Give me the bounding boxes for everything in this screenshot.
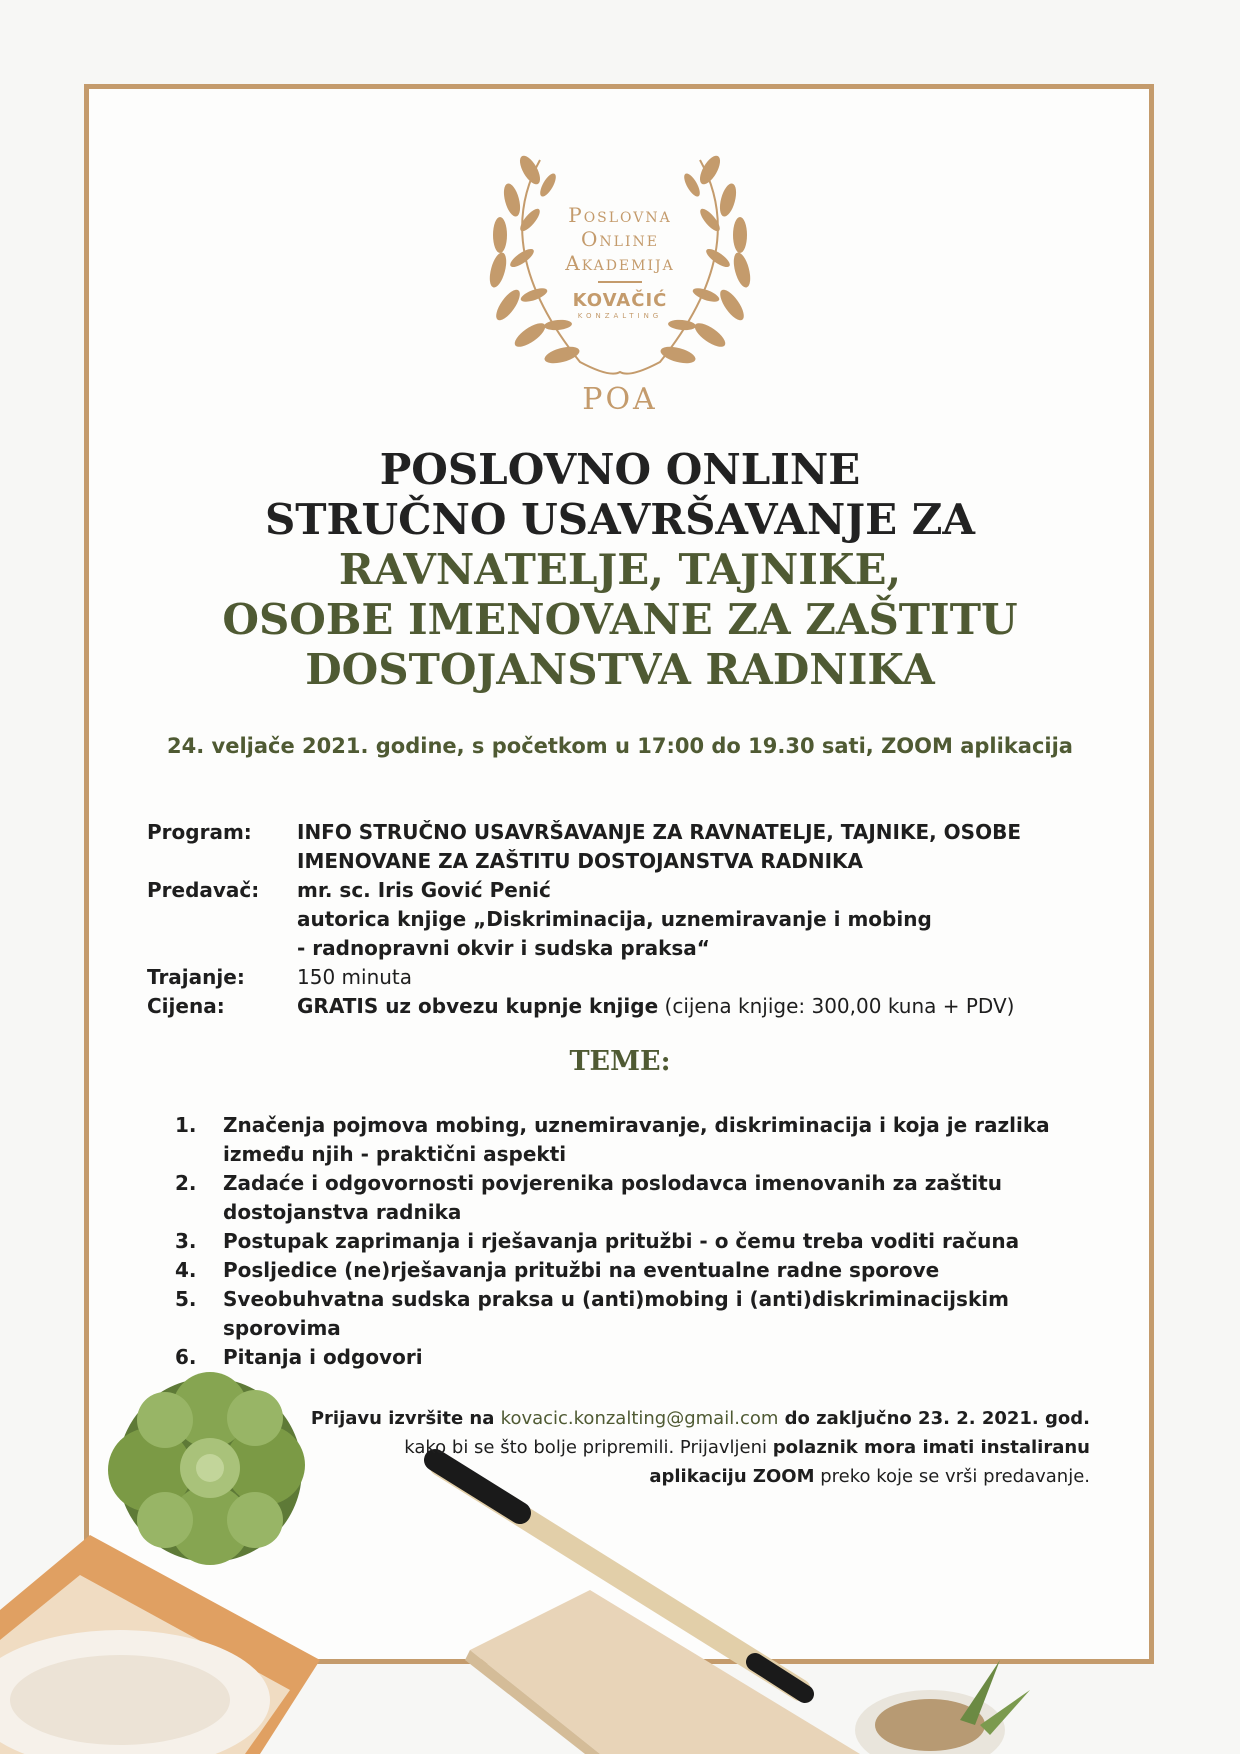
topic-number: 3. (175, 1229, 197, 1253)
registration-app-name: aplikaciju ZOOM (649, 1466, 815, 1487)
registration-line-3 (270, 1462, 1090, 1491)
registration-text-1: Prijavu izvršite na (310, 1408, 501, 1429)
topic-item (175, 1256, 1105, 1285)
topic-item (175, 1343, 1105, 1372)
topic-text-line-1: Pitanja i odgovori (223, 1345, 423, 1369)
logo-line-2: Online (581, 227, 659, 251)
title-line-3: RAVNATELJE, TAJNIKE, (338, 545, 902, 594)
topic-number: 5. (175, 1287, 197, 1311)
logo-academy-name (470, 203, 770, 275)
lecturer-name: mr. sc. Iris Gović Penić (297, 878, 551, 902)
title-line-2: STRUČNO USAVRŠAVANJE ZA (264, 495, 976, 544)
topic-item (175, 1169, 1105, 1227)
logo-brand: KOVAČIĆ (572, 290, 668, 311)
laurel-wreath-icon (470, 140, 770, 420)
program-value-line-2: IMENOVANE ZA ZAŠTITU DOSTOJANSTVA RADNIKA (297, 849, 863, 873)
title-line-1: POSLOVNO ONLINE (379, 445, 861, 494)
price-label: Cijena: (147, 994, 225, 1018)
lecturer-value (297, 876, 1067, 963)
logo-brand-sub: KONZALTING (577, 312, 663, 320)
registration-text-3: preko koje se vrši predavanje. (814, 1466, 1090, 1487)
event-info (147, 818, 1067, 1021)
price-value-bold: GRATIS uz obvezu kupnje knjige (297, 994, 659, 1018)
registration-email-link[interactable]: kovacic.konzalting@gmail.com (500, 1408, 779, 1429)
lecturer-row (147, 876, 1067, 963)
duration-row (147, 963, 1067, 992)
topic-number: 2. (175, 1171, 197, 1195)
event-date: 24. veljače 2021. godine, s početkom u 17:00 do 19.30 sati, ZOOM aplikacija (167, 734, 1073, 758)
price-row (147, 992, 1067, 1021)
registration-requirement: polaznik mora imati instaliranu (772, 1437, 1090, 1458)
event-title (150, 445, 1090, 695)
topics-list (175, 1111, 1105, 1372)
registration-line-2 (270, 1433, 1090, 1462)
topic-text-line-1: Sveobuhvatna sudska praksa u (anti)mobing i (anti)diskriminacijskim sporovima (223, 1287, 1009, 1340)
registration-text-2: kako bi se što bolje pripremili. Prijavljeni (404, 1437, 773, 1458)
program-value (297, 818, 1067, 876)
topic-item (175, 1285, 1105, 1343)
logo-divider (598, 281, 642, 283)
program-label: Program: (147, 820, 252, 844)
lecturer-desc-line-1: autorica knjige „Diskriminacija, uznemiravanje i mobing (297, 907, 932, 931)
program-row (147, 818, 1067, 876)
small-plant-pot-image (855, 1660, 1030, 1754)
topic-text-line-1: Zadaće i odgovornosti povjerenika poslodavca imenovanih za zaštitu (223, 1171, 1002, 1195)
lecturer-label: Predavač: (147, 878, 260, 902)
price-value-rest: (cijena knjige: 300,00 kuna + PDV) (658, 994, 1015, 1018)
logo-line-1: Poslovna (568, 203, 672, 227)
topic-item (175, 1111, 1105, 1169)
registration-deadline: do zaključno 23. 2. 2021. god. (778, 1408, 1090, 1429)
topic-number: 6. (175, 1345, 197, 1369)
wooden-tray-image (0, 1535, 320, 1754)
lecturer-desc-line-2: - radnopravni okvir i sudska praksa“ (297, 936, 710, 960)
duration-label: Trajanje: (147, 965, 245, 989)
topic-text-line-1: Postupak zaprimanja i rješavanja pritužbi - o čemu treba voditi računa (223, 1229, 1020, 1253)
logo-line-3: Akademija (565, 251, 675, 275)
registration-note (270, 1404, 1090, 1491)
topic-text-line-2: dostojanstva radnika (223, 1200, 462, 1224)
logo-abbreviation: POA (582, 382, 658, 417)
title-line-4: OSOBE IMENOVANE ZA ZAŠTITU (222, 595, 1018, 644)
topic-text-line-2: između njih - praktični aspekti (223, 1142, 567, 1166)
program-value-line-1: INFO STRUČNO USAVRŠAVANJE ZA RAVNATELJE, TAJNIKE, OSOBE (297, 820, 1021, 844)
registration-line-1 (270, 1404, 1090, 1433)
topic-item (175, 1227, 1105, 1256)
topic-number: 1. (175, 1113, 197, 1137)
topics-heading: TEME: (569, 1046, 671, 1077)
topic-text-line-1: Posljedice (ne)rješavanja pritužbi na eventualne radne sporove (223, 1258, 940, 1282)
poa-logo (470, 140, 770, 420)
topic-number: 4. (175, 1258, 197, 1282)
price-value (297, 992, 1067, 1021)
topic-text-line-1: Značenja pojmova mobing, uznemiravanje, diskriminacija i koja je razlika (223, 1113, 1050, 1137)
duration-value: 150 minuta (297, 965, 413, 989)
title-line-5: DOSTOJANSTVA RADNIKA (305, 645, 935, 694)
